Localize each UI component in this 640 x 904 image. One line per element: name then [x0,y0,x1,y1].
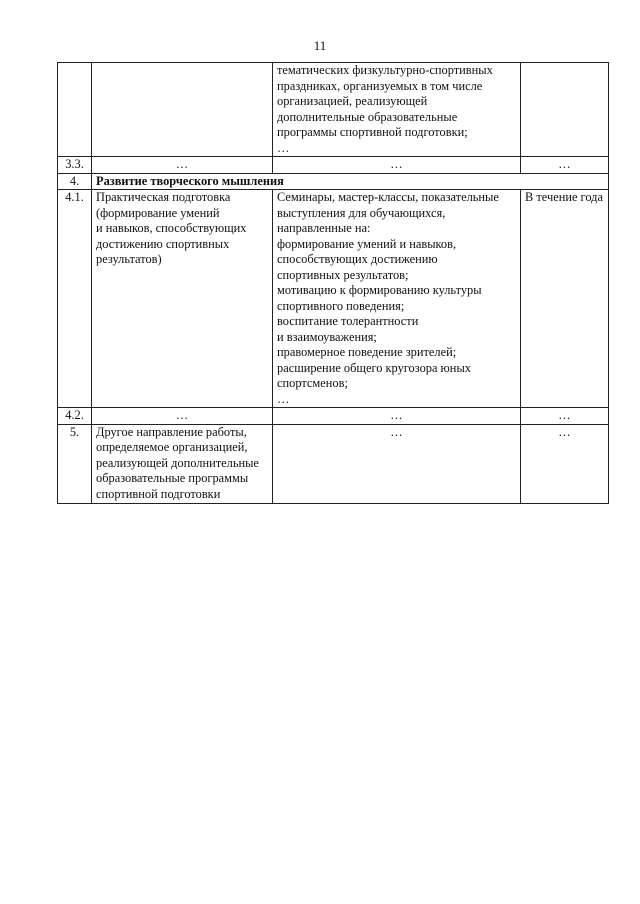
content-line: расширение общего кругозора юных [277,360,471,375]
content-cell [273,190,521,408]
content-line: формирование умений и навыков, [277,236,457,251]
content-line: программы спортивной подготовки; [277,125,468,139]
content-line: мотивацию к формированию культуры [277,283,482,297]
content-line: организацией, реализующей [277,94,428,108]
content-line: выступления для обучающихся, [277,205,446,220]
content-line: направленные на: [277,221,371,235]
content-line: спортивного поведения; [277,298,405,313]
content-line: спортивных результатов; [277,267,409,282]
page-number: 11 [313,38,327,53]
activity-cell [92,424,273,503]
content-line: спортсменов; [277,376,348,390]
row-number-cell: 4.2. [58,408,92,425]
content-line: правомерное поведение зрителей; [277,345,457,359]
table-row [58,408,609,425]
activity-line: Другое направление работы, [96,424,247,439]
activity-line: результатов) [96,252,162,266]
content-line: воспитание толерантности [277,314,419,328]
section-row [58,173,609,190]
content-line: способствующих достижению [277,252,438,266]
content-line: … [277,391,290,406]
period-text: В течение года [525,190,603,204]
period-cell: … [521,408,609,425]
table-row [58,157,609,174]
activity-line: реализующей дополнительные [96,455,259,470]
section-title: Развитие творческого мышления [92,173,609,190]
content-line: … [277,140,290,155]
content-cell: … [273,424,521,503]
content-cell: … [273,157,521,174]
table-row [58,190,609,408]
row-number-cell [58,63,92,157]
activity-cell [92,190,273,408]
activity-line: образовательные программы [96,471,249,485]
period-cell [521,63,609,157]
content-line: и взаимоуважения; [277,329,377,344]
row-number-cell: 5. [58,424,92,503]
activity-cell [92,63,273,157]
row-number-cell: 4.1. [58,190,92,408]
activity-line: спортивной подготовки [96,486,221,501]
period-cell [521,190,609,408]
content-line: тематических физкультурно-спортивных [277,63,493,77]
activity-cell: … [92,408,273,425]
table-row [58,424,609,503]
program-table [57,62,609,504]
table-row [58,63,609,157]
activity-line: определяемое организацией, [96,440,248,454]
content-line: праздниках, организуемых в том числе [277,78,483,93]
activity-line: (формирование умений [96,205,220,220]
content-cell: … [273,408,521,425]
content-cell [273,63,521,157]
period-cell: … [521,157,609,174]
activity-line: достижению спортивных [96,236,230,251]
content-line: Семинары, мастер-классы, показательные [277,190,499,204]
activity-line: и навыков, способствующих [96,221,247,235]
row-number-cell: 3.3. [58,157,92,174]
content-line: дополнительные образовательные [277,109,458,124]
activity-line: Практическая подготовка [96,190,231,204]
period-cell: … [521,424,609,503]
row-number-cell: 4. [58,173,92,190]
activity-cell: … [92,157,273,174]
